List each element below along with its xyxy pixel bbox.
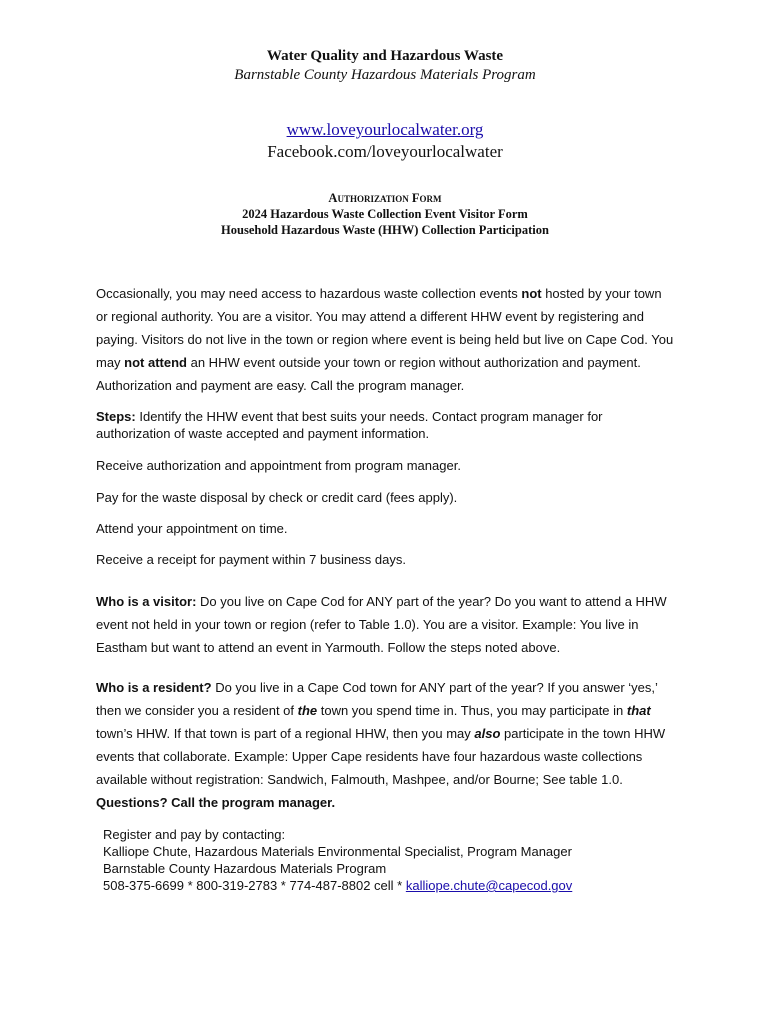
steps-paragraph: [96, 408, 676, 442]
contact-organization: Barnstable County Hazardous Materials Program: [103, 861, 387, 876]
resident-text-2: town you spend time in. Thus, you may participate in: [317, 703, 627, 718]
visitor-paragraph: [96, 590, 676, 659]
facebook-text: Facebook.com/loveyourlocalwater: [267, 142, 503, 161]
contact-email-link[interactable]: kalliope.chute@capecod.gov: [405, 878, 573, 893]
intro-bold-not: not: [521, 286, 542, 301]
resident-closing: Questions? Call the program manager.: [96, 795, 336, 810]
intro-text-1: Occasionally, you may need access to hazardous waste collection events: [96, 286, 522, 301]
form-heading-line3: Household Hazardous Waste (HHW) Collection Participation: [221, 223, 549, 237]
contact-phones: 508-375-6699 * 800-319-2783 * 774-487-8802 cell *: [103, 878, 406, 893]
resident-label: Who is a resident?: [96, 680, 212, 695]
website-line: [0, 120, 770, 140]
form-heading: [0, 190, 770, 238]
contact-name: Kalliope Chute, Hazardous Materials Environmental Specialist, Program Manager: [103, 844, 572, 859]
step-item: Pay for the waste disposal by check or credit card (fees apply).: [96, 490, 458, 505]
resident-text-4: participate in the town HHW events that collaborate. Example: Upper Cape residents have four hazardous waste collections available without registration: Sandwich, Falmouth, Mashpee, and/or Bourne; See table 1.0.: [96, 726, 666, 787]
intro-bold-not-attend: not attend: [124, 355, 187, 370]
intro-text-3: an HHW event outside your town or region without authorization and payment. Authorization and payment are easy. Call the program manager.: [96, 355, 641, 393]
intro-paragraph: [96, 282, 676, 397]
resident-emph-the: the: [297, 703, 318, 718]
resident-emph-that: that: [626, 703, 651, 718]
intro-text-2: hosted by your town or regional authority. You are a visitor. You may attend a different HHW event by registering and paying. Visitors do not live in the town or region where event is being held but live on Cape Cod. You may: [96, 286, 674, 370]
step-item: Receive authorization and appointment from program manager.: [96, 458, 461, 473]
visitor-label: Who is a visitor:: [96, 594, 197, 609]
resident-emph-also: also: [474, 726, 501, 741]
steps-text: Identify the HHW event that best suits your needs. Contact program manager for authorization of waste accepted and payment information.: [96, 409, 603, 441]
document-title: Water Quality and Hazardous Waste: [266, 48, 504, 64]
contact-block: [103, 826, 572, 894]
form-heading-line1: Authorization Form: [328, 191, 442, 205]
resident-text-1: Do you live in a Cape Cod town for ANY part of the year? If you answer ‘yes,’ then we consider you a resident of: [96, 680, 658, 718]
steps-label: Steps:: [96, 409, 136, 424]
document-subtitle: Barnstable County Hazardous Materials Program: [234, 67, 536, 83]
form-heading-line2: 2024 Hazardous Waste Collection Event Visitor Form: [242, 207, 528, 221]
contact-intro: Register and pay by contacting:: [103, 827, 286, 842]
visitor-text: Do you live on Cape Cod for ANY part of the year? Do you want to attend a HHW event not held in your town or region (refer to Table 1.0). You are a visitor. Example: You live in Eastham but want to attend an event in Yarmouth. Follow the steps noted above.: [96, 594, 667, 655]
step-item: Attend your appointment on time.: [96, 521, 288, 536]
resident-text-3: town’s HHW. If that town is part of a regional HHW, then you may: [96, 726, 475, 741]
resident-paragraph: [96, 676, 676, 814]
step-item: Receive a receipt for payment within 7 business days.: [96, 552, 406, 567]
contact-phones-line: [103, 877, 572, 894]
website-link[interactable]: www.loveyourlocalwater.org: [286, 120, 484, 139]
